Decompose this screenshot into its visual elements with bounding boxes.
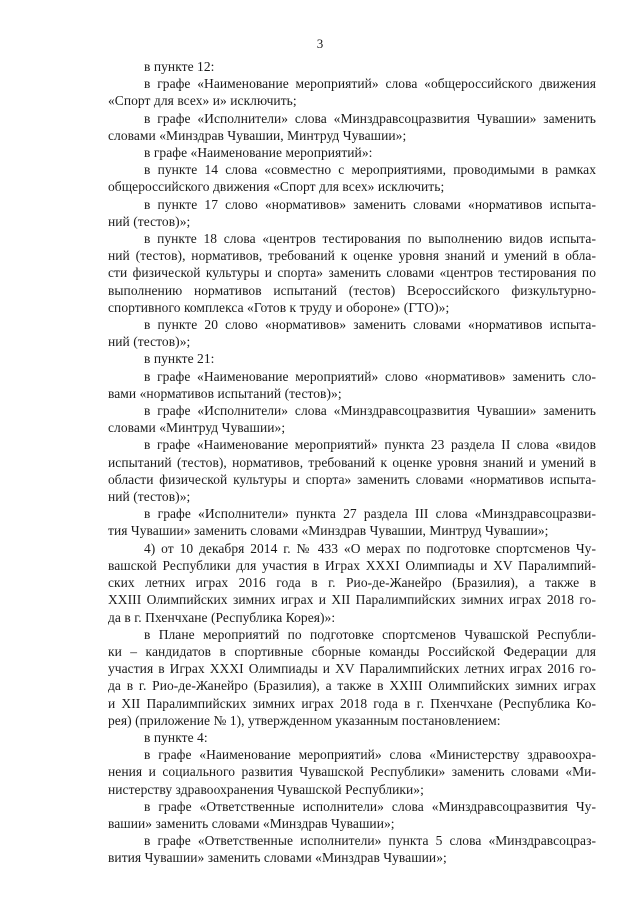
text-line: в пункте 21: (144, 351, 215, 367)
paragraph (108, 350, 596, 367)
text-line: в пункте 12: (144, 59, 215, 74)
paragraph (108, 58, 596, 75)
text-line: XXIII Олимпийских зимних играх и XII Паралимпийских зимних играх 2018 го- (108, 592, 596, 608)
text-line: в графе «Исполнители» слова «Минздравсоцразвития Чувашии» заменить (144, 403, 596, 419)
text-line: в пункте 20 слово «нормативов» заменить словами «нормативов испыта- (144, 317, 596, 333)
text-line: в графе «Наименование мероприятий»: (144, 145, 373, 161)
paragraph (108, 144, 596, 161)
paragraph (108, 230, 596, 316)
text-line: вашской Республики для участия в Играх XXXI Олимпиады и XV Паралимпий- (108, 557, 596, 573)
paragraph (108, 316, 596, 350)
text-line: нистерству здравоохранения Чувашской Республики»; (108, 781, 424, 797)
text-line: в графе «Наименование мероприятий» слова «общероссийского движения (144, 76, 596, 92)
text-line: в графе «Ответственные исполнители» слова «Минздравсоцразвития Чу- (144, 798, 596, 814)
paragraph (108, 436, 596, 505)
text-line: ских летних играх 2016 года в г. Рио-де-Жанейро (Бразилия), а также в (108, 575, 596, 591)
text-line: общероссийского движения «Спорт для всех» исключить; (108, 179, 445, 195)
text-line: нения и социального развития Чувашской Республики» заменить словами «Ми- (108, 764, 596, 780)
paragraph (108, 729, 596, 746)
document-body (108, 58, 596, 867)
paragraph (108, 626, 596, 729)
text-line: в пункте 4: (144, 729, 208, 745)
text-line: в Плане мероприятий по подготовке спортсменов Чувашской Республи- (144, 626, 596, 642)
text-line: в пункте 18 слова «центров тестирования по выполнению видов испыта- (144, 231, 596, 247)
text-line: в пункте 17 слово «нормативов» заменить словами «нормативов испыта- (144, 196, 596, 212)
paragraph (108, 110, 596, 144)
paragraph (108, 832, 596, 866)
text-line: выполнению нормативов испытаний (тестов) Всероссийского физкультурно- (108, 282, 596, 298)
text-line: участия в Играх XXXI Олимпиады и XV Паралимпийских летних играх 2016 го- (108, 661, 596, 677)
text-line: вашии» заменить словами «Минздрав Чувашии»; (108, 815, 395, 831)
text-line: вами «нормативов испытаний (тестов)»; (108, 385, 342, 401)
text-line: тия Чувашии» заменить словами «Минздрав Чувашии, Минтруд Чувашии»; (108, 523, 549, 539)
paragraph (108, 368, 596, 402)
text-line: словами «Минздрав Чувашии, Минтруд Чувашии»; (108, 127, 407, 143)
paragraph (108, 161, 596, 195)
text-line: да в г. Рио-де-Жанейро (Бразилия), а также в XXIII Олимпийских зимних играх (108, 678, 596, 694)
text-line: в графе «Наименование мероприятий» пункта 23 раздела II слова «видов (144, 437, 596, 453)
text-line: в графе «Наименование мероприятий» слова «Министерству здравоохра- (144, 747, 596, 763)
paragraph (108, 505, 596, 539)
text-line: в пункте 14 слова «совместно с мероприятиями, проводимыми в рамках (144, 162, 596, 178)
text-line: в графе «Исполнители» слова «Минздравсоцразвития Чувашии» заменить (144, 110, 596, 126)
text-line: в графе «Наименование мероприятий» слово «нормативов» заменить сло- (144, 368, 596, 384)
text-line: области физической культуры и спорта» заменить словами «нормативов испыта- (108, 471, 596, 487)
text-line: «Спорт для всех» и» исключить; (108, 93, 297, 109)
text-line: сти физической культуры и спорта» заменить словами «центров тестирования по (108, 265, 596, 281)
paragraph (108, 196, 596, 230)
paragraph (108, 540, 596, 626)
text-line: испытаний (тестов), нормативов, требований к оценке уровня знаний и умений в (108, 454, 596, 470)
text-line: ний (тестов)»; (108, 489, 191, 505)
text-line: вития Чувашии» заменить словами «Минздрав Чувашии»; (108, 850, 447, 866)
paragraph (108, 798, 596, 832)
text-line: ний (тестов)»; (108, 213, 191, 229)
paragraph (108, 746, 596, 798)
text-line: словами «Минтруд Чувашии»; (108, 420, 286, 436)
text-line: в графе «Исполнители» пункта 27 раздела III слова «Минздравсоцразви- (144, 506, 596, 522)
text-line: ний (тестов)»; (108, 334, 191, 350)
text-line: и XII Паралимпийских зимних играх 2018 года в г. Пхенчхане (Республика Ко- (108, 695, 596, 711)
text-line: ки – кандидатов в спортивные сборные команды Российской Федерации для (108, 643, 596, 659)
text-line: да в г. Пхенчхане (Республика Корея)»: (108, 609, 336, 625)
text-line: в графе «Ответственные исполнители» пункта 5 слова «Минздравсоцраз- (144, 833, 596, 849)
text-line: 4) от 10 декабря 2014 г. № 433 «О мерах по подготовке спортсменов Чу- (144, 540, 596, 556)
paragraph (108, 75, 596, 109)
page-number: 3 (316, 36, 324, 51)
text-line: рея) (приложение № 1), утвержденном указанным постановлением: (108, 712, 501, 728)
paragraph (108, 402, 596, 436)
text-line: ний (тестов), нормативов, требований к оценке уровня знаний и умений в обла- (108, 248, 596, 264)
text-line: спортивного комплекса «Готов к труду и обороне» (ГТО)»; (108, 299, 450, 315)
